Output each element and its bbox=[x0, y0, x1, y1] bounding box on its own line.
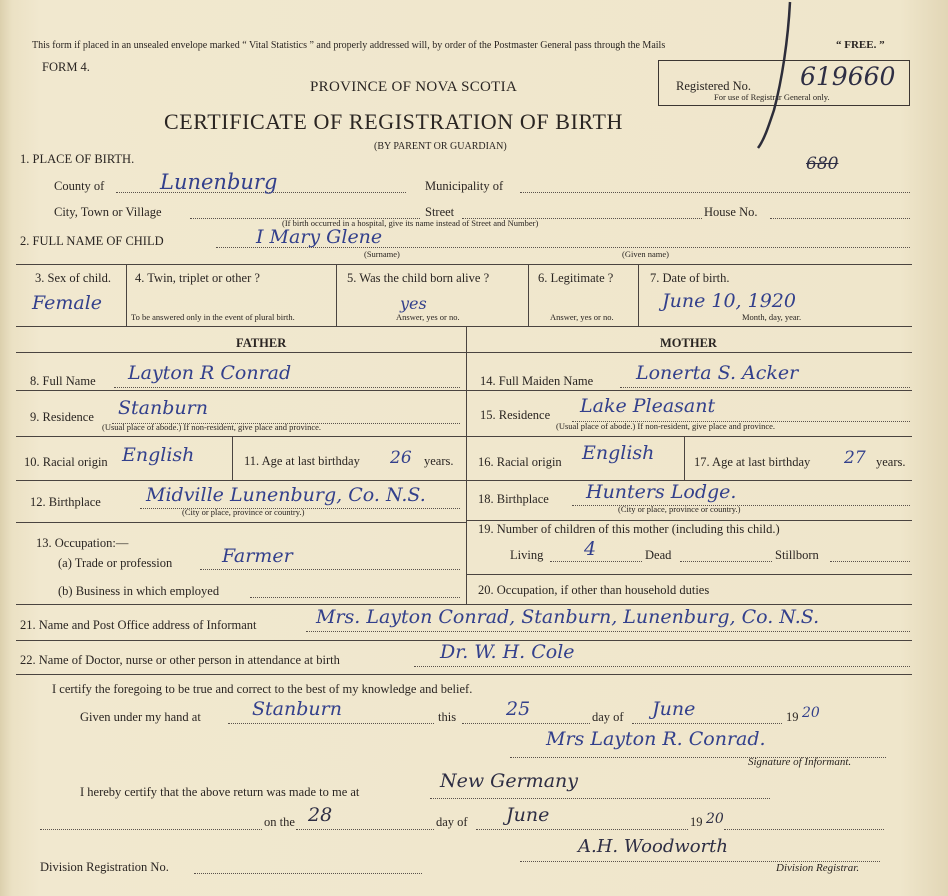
born-alive-label: 5. Was the child born alive ? bbox=[347, 271, 490, 285]
father-name-value: Layton R Conrad bbox=[128, 362, 292, 384]
this-label: this bbox=[438, 710, 457, 724]
father-age-label: 11. Age at last birthday bbox=[244, 454, 360, 468]
registrar-day: 28 bbox=[308, 804, 333, 826]
hospital-note: (If birth occurred in a hospital, give its name instead of Street and Number) bbox=[282, 218, 539, 228]
registrar-statement: I hereby certify that the above return was made to me at bbox=[80, 785, 360, 799]
county-value: Lunenburg bbox=[160, 170, 278, 194]
sex-value: Female bbox=[32, 292, 103, 314]
registrar-note: For use of Registrar General only. bbox=[714, 92, 830, 102]
father-age-value: 26 bbox=[390, 448, 412, 468]
form-number: FORM 4. bbox=[42, 60, 90, 74]
trade-value: Farmer bbox=[222, 545, 293, 567]
registrar-day-of-label: day of bbox=[436, 815, 468, 829]
father-residence-value: Stanburn bbox=[118, 397, 208, 419]
municipality-label: Municipality of bbox=[425, 179, 504, 193]
given-name-caption: (Given name) bbox=[622, 249, 669, 259]
father-residence-label: 9. Residence bbox=[30, 410, 94, 424]
certification-year-prefix: 19 bbox=[786, 710, 799, 724]
registrar-year-prefix: 19 bbox=[690, 815, 703, 829]
province-heading: PROVINCE OF NOVA SCOTIA bbox=[310, 79, 518, 95]
father-birthplace-label: 12. Birthplace bbox=[30, 495, 101, 509]
child-name-label: 2. FULL NAME OF CHILD bbox=[20, 234, 164, 248]
father-racial-value: English bbox=[122, 444, 195, 466]
dob-note: Month, day, year. bbox=[742, 312, 802, 322]
informant-label: 21. Name and Post Office address of Informant bbox=[20, 618, 257, 632]
certification-month: June bbox=[652, 698, 696, 720]
mother-abode-note: (Usual place of abode.) If non-resident, give place and province. bbox=[556, 421, 776, 431]
sex-label: 3. Sex of child. bbox=[35, 271, 112, 285]
county-label: County of bbox=[54, 179, 105, 193]
mother-occupation-label: 20. Occupation, if other than household duties bbox=[478, 583, 710, 597]
living-label: Living bbox=[510, 548, 544, 562]
pen-stroke-mark bbox=[738, 0, 798, 150]
legitimate-note: Answer, yes or no. bbox=[550, 312, 614, 322]
surname-caption: (Surname) bbox=[364, 249, 400, 259]
given-under-label: Given under my hand at bbox=[80, 710, 201, 724]
father-city-note: (City or place, province or country.) bbox=[182, 507, 305, 517]
father-racial-label: 10. Racial origin bbox=[24, 455, 108, 469]
mother-racial-value: English bbox=[582, 442, 655, 464]
mother-residence-value: Lake Pleasant bbox=[580, 395, 716, 417]
registrar-month: June bbox=[506, 804, 550, 826]
mother-birthplace-label: 18. Birthplace bbox=[478, 492, 549, 506]
living-value: 4 bbox=[584, 538, 597, 560]
dob-value: June 10, 1920 bbox=[662, 290, 796, 312]
place-of-birth-heading: 1. PLACE OF BIRTH. bbox=[20, 152, 135, 166]
informant-value: Mrs. Layton Conrad, Stanburn, Lunenburg, Co. N.S. bbox=[316, 606, 820, 628]
father-heading: FATHER bbox=[236, 336, 287, 350]
registered-number: 619660 bbox=[800, 62, 896, 91]
doctor-value: Dr. W. H. Cole bbox=[440, 641, 575, 663]
certification-statement: I certify the foregoing to be true and correct to the best of my knowledge and belief. bbox=[52, 682, 473, 696]
child-name-value: I Mary Glene bbox=[256, 226, 383, 248]
registrar-signature: A.H. Woodworth bbox=[578, 836, 729, 857]
father-years-label: years. bbox=[424, 454, 454, 468]
registrar-signature-caption: Division Registrar. bbox=[776, 862, 860, 874]
father-birthplace-value: Midville Lunenburg, Co. N.S. bbox=[146, 484, 426, 506]
registrar-place: New Germany bbox=[440, 770, 578, 792]
trade-label: (a) Trade or profession bbox=[58, 556, 173, 570]
legitimate-label: 6. Legitimate ? bbox=[538, 271, 614, 285]
division-registration-label: Division Registration No. bbox=[40, 860, 169, 874]
page-title: CERTIFICATE OF REGISTRATION OF BIRTH bbox=[164, 109, 623, 134]
mother-age-value: 27 bbox=[844, 448, 866, 468]
doctor-label: 22. Name of Doctor, nurse or other person in attendance at birth bbox=[20, 653, 340, 667]
children-count-label: 19. Number of children of this mother (including this child.) bbox=[478, 522, 780, 536]
father-name-label: 8. Full Name bbox=[30, 374, 96, 388]
corner-number: 680 bbox=[806, 154, 839, 174]
certification-place: Stanburn bbox=[252, 698, 342, 720]
mother-residence-label: 15. Residence bbox=[480, 408, 551, 422]
registrar-year-suffix: 20 bbox=[706, 811, 724, 827]
dead-label: Dead bbox=[645, 548, 672, 562]
mother-years-label: years. bbox=[876, 455, 906, 469]
occupation-heading: 13. Occupation:— bbox=[36, 536, 129, 550]
twin-label: 4. Twin, triplet or other ? bbox=[135, 271, 260, 285]
postal-notice: This form if placed in an unsealed envelope marked “ Vital Statistics ” and properly addressed will, by order of the Postmaster General pass through the Mails bbox=[32, 40, 666, 51]
born-alive-value: yes bbox=[400, 294, 427, 313]
street-label: Street bbox=[425, 205, 455, 219]
stillborn-label: Stillborn bbox=[775, 548, 819, 562]
city-label: City, Town or Village bbox=[54, 205, 162, 219]
postal-notice-free: “ FREE. ” bbox=[836, 39, 885, 51]
mother-name-value: Lonerta S. Acker bbox=[636, 362, 799, 384]
on-the-label: on the bbox=[264, 815, 295, 829]
mother-name-label: 14. Full Maiden Name bbox=[480, 374, 594, 388]
born-alive-note: Answer, yes or no. bbox=[396, 312, 460, 322]
certification-year-suffix: 20 bbox=[802, 705, 820, 721]
informant-signature-caption: Signature of Informant. bbox=[748, 756, 852, 768]
page-subtitle: (BY PARENT OR GUARDIAN) bbox=[374, 141, 507, 152]
mother-heading: MOTHER bbox=[660, 336, 717, 350]
certification-day-of-label: day of bbox=[592, 710, 624, 724]
father-abode-note: (Usual place of abode.) If non-resident, give place and province. bbox=[102, 422, 322, 432]
dob-label: 7. Date of birth. bbox=[650, 271, 730, 285]
mother-birthplace-value: Hunters Lodge. bbox=[586, 481, 737, 503]
registered-number-label: Registered No. bbox=[676, 79, 751, 93]
certification-day: 25 bbox=[506, 698, 531, 720]
informant-signature: Mrs Layton R. Conrad. bbox=[546, 728, 766, 750]
business-label: (b) Business in which employed bbox=[58, 584, 220, 598]
mother-age-label: 17. Age at last birthday bbox=[694, 455, 811, 469]
mother-city-note: (City or place, province or country.) bbox=[618, 504, 741, 514]
twin-note: To be answered only in the event of plural birth. bbox=[131, 312, 295, 322]
mother-racial-label: 16. Racial origin bbox=[478, 455, 562, 469]
house-number-label: House No. bbox=[704, 205, 758, 219]
